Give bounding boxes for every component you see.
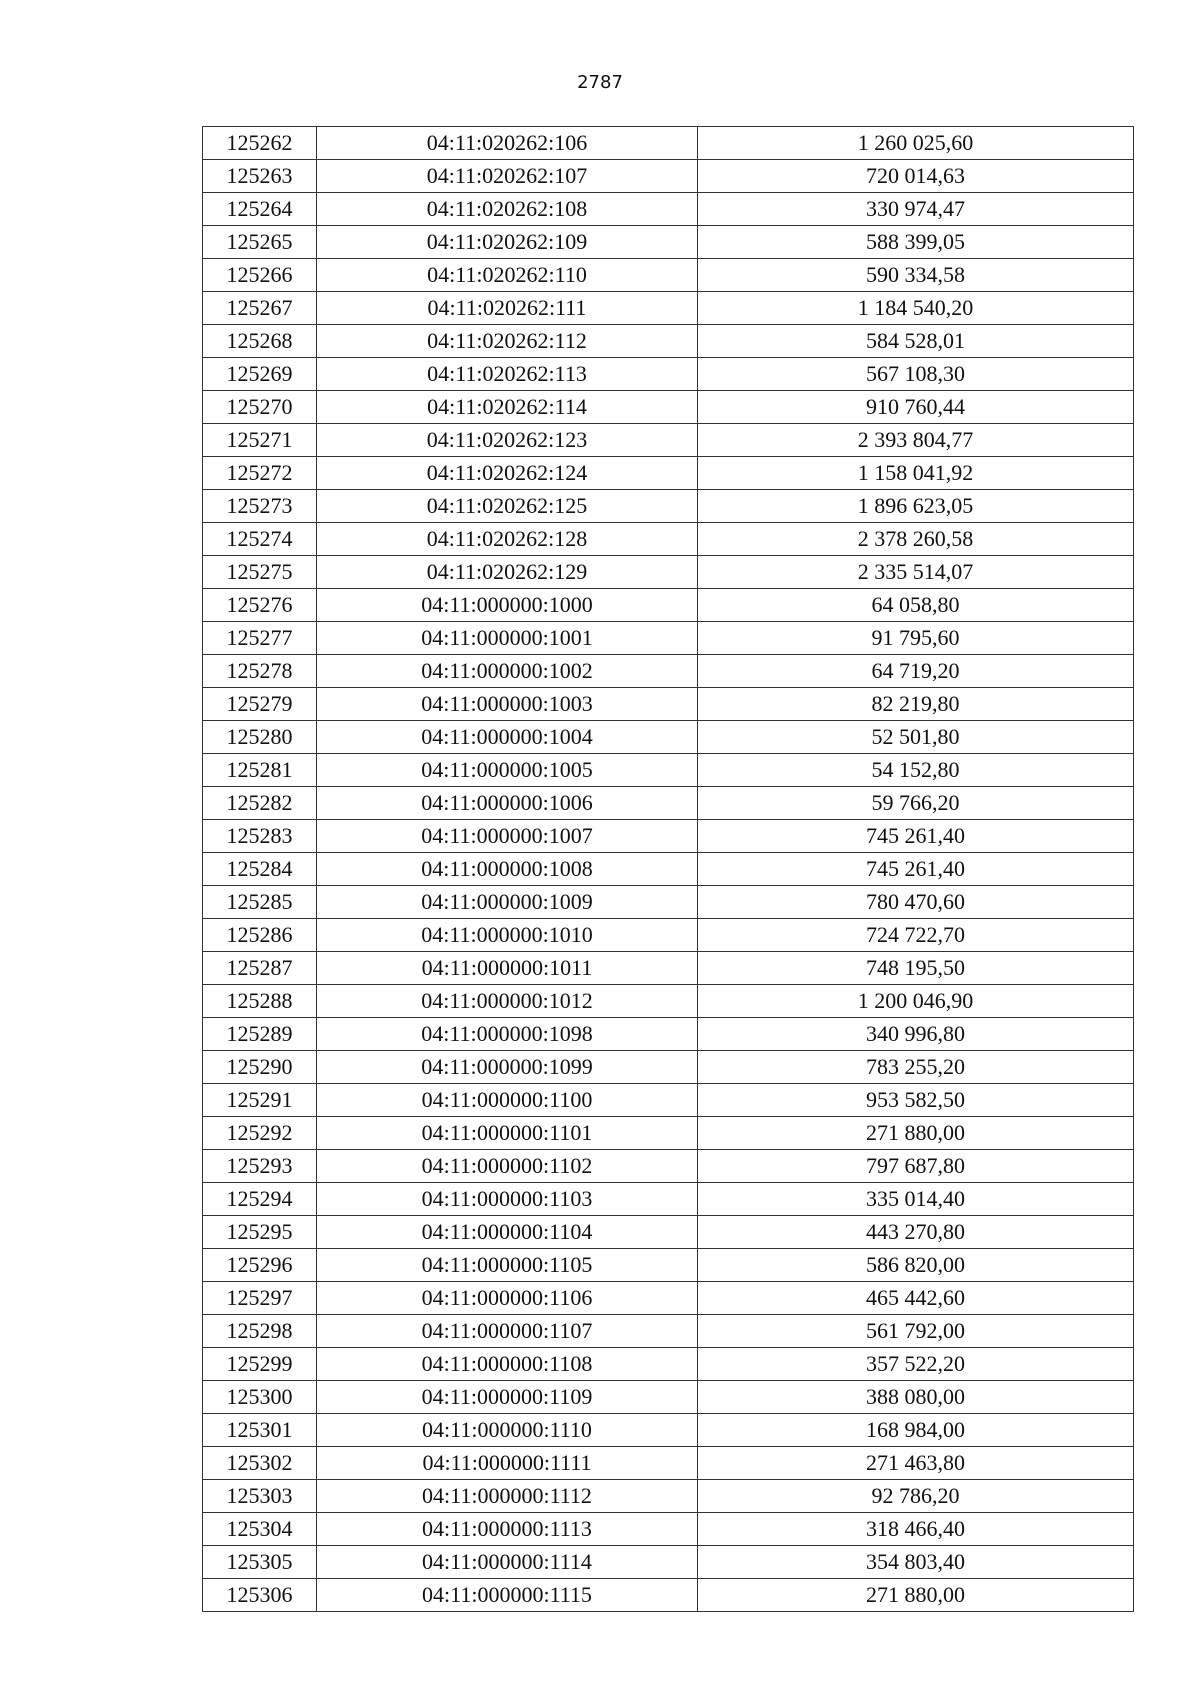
table-row <box>203 193 1134 226</box>
value-cell: 1 896 623,05 <box>698 490 1134 523</box>
registry-table <box>202 126 1134 1612</box>
table-row <box>203 820 1134 853</box>
row-number-cell: 125264 <box>203 193 317 226</box>
row-number-cell: 125300 <box>203 1381 317 1414</box>
value-cell: 52 501,80 <box>698 721 1134 754</box>
row-number-cell: 125278 <box>203 655 317 688</box>
row-number-cell: 125290 <box>203 1051 317 1084</box>
row-number-cell: 125291 <box>203 1084 317 1117</box>
cadastral-number-cell: 04:11:000000:1000 <box>317 589 698 622</box>
value-cell: 745 261,40 <box>698 820 1134 853</box>
value-cell: 783 255,20 <box>698 1051 1134 1084</box>
cadastral-number-cell: 04:11:020262:106 <box>317 127 698 160</box>
table-row <box>203 160 1134 193</box>
row-number-cell: 125263 <box>203 160 317 193</box>
row-number-cell: 125272 <box>203 457 317 490</box>
value-cell: 92 786,20 <box>698 1480 1134 1513</box>
row-number-cell: 125275 <box>203 556 317 589</box>
value-cell: 82 219,80 <box>698 688 1134 721</box>
cadastral-number-cell: 04:11:000000:1101 <box>317 1117 698 1150</box>
cadastral-number-cell: 04:11:000000:1105 <box>317 1249 698 1282</box>
row-number-cell: 125281 <box>203 754 317 787</box>
table-row <box>203 721 1134 754</box>
table-row <box>203 1018 1134 1051</box>
table-row <box>203 226 1134 259</box>
table-row <box>203 1579 1134 1612</box>
cadastral-number-cell: 04:11:000000:1007 <box>317 820 698 853</box>
table-row <box>203 1084 1134 1117</box>
table-row <box>203 787 1134 820</box>
table-row <box>203 853 1134 886</box>
cadastral-number-cell: 04:11:000000:1107 <box>317 1315 698 1348</box>
value-cell: 465 442,60 <box>698 1282 1134 1315</box>
row-number-cell: 125303 <box>203 1480 317 1513</box>
table-row <box>203 622 1134 655</box>
cadastral-number-cell: 04:11:020262:113 <box>317 358 698 391</box>
table-row <box>203 1447 1134 1480</box>
row-number-cell: 125262 <box>203 127 317 160</box>
row-number-cell: 125265 <box>203 226 317 259</box>
table-row <box>203 1150 1134 1183</box>
row-number-cell: 125301 <box>203 1414 317 1447</box>
table-row <box>203 490 1134 523</box>
value-cell: 588 399,05 <box>698 226 1134 259</box>
value-cell: 64 719,20 <box>698 655 1134 688</box>
table-row <box>203 1480 1134 1513</box>
table-row <box>203 358 1134 391</box>
row-number-cell: 125273 <box>203 490 317 523</box>
cadastral-number-cell: 04:11:000000:1010 <box>317 919 698 952</box>
table-row <box>203 1381 1134 1414</box>
value-cell: 357 522,20 <box>698 1348 1134 1381</box>
cadastral-number-cell: 04:11:000000:1106 <box>317 1282 698 1315</box>
table-row <box>203 886 1134 919</box>
table-row <box>203 1249 1134 1282</box>
value-cell: 2 393 804,77 <box>698 424 1134 457</box>
table-row <box>203 754 1134 787</box>
table-row <box>203 1513 1134 1546</box>
value-cell: 1 158 041,92 <box>698 457 1134 490</box>
cadastral-number-cell: 04:11:000000:1004 <box>317 721 698 754</box>
cadastral-number-cell: 04:11:000000:1102 <box>317 1150 698 1183</box>
table-row <box>203 391 1134 424</box>
value-cell: 748 195,50 <box>698 952 1134 985</box>
cadastral-number-cell: 04:11:000000:1104 <box>317 1216 698 1249</box>
cadastral-number-cell: 04:11:020262:111 <box>317 292 698 325</box>
row-number-cell: 125280 <box>203 721 317 754</box>
table-row <box>203 1348 1134 1381</box>
row-number-cell: 125285 <box>203 886 317 919</box>
table-row <box>203 523 1134 556</box>
value-cell: 910 760,44 <box>698 391 1134 424</box>
registry-table-body <box>203 127 1134 1612</box>
row-number-cell: 125284 <box>203 853 317 886</box>
cadastral-number-cell: 04:11:000000:1115 <box>317 1579 698 1612</box>
row-number-cell: 125293 <box>203 1150 317 1183</box>
cadastral-number-cell: 04:11:020262:109 <box>317 226 698 259</box>
value-cell: 584 528,01 <box>698 325 1134 358</box>
table-row <box>203 127 1134 160</box>
cadastral-number-cell: 04:11:000000:1110 <box>317 1414 698 1447</box>
table-row <box>203 985 1134 1018</box>
row-number-cell: 125299 <box>203 1348 317 1381</box>
cadastral-number-cell: 04:11:020262:128 <box>317 523 698 556</box>
value-cell: 443 270,80 <box>698 1216 1134 1249</box>
cadastral-number-cell: 04:11:000000:1114 <box>317 1546 698 1579</box>
value-cell: 91 795,60 <box>698 622 1134 655</box>
row-number-cell: 125292 <box>203 1117 317 1150</box>
table-row <box>203 325 1134 358</box>
value-cell: 1 260 025,60 <box>698 127 1134 160</box>
table-row <box>203 424 1134 457</box>
value-cell: 340 996,80 <box>698 1018 1134 1051</box>
row-number-cell: 125279 <box>203 688 317 721</box>
row-number-cell: 125304 <box>203 1513 317 1546</box>
cadastral-number-cell: 04:11:020262:114 <box>317 391 698 424</box>
row-number-cell: 125306 <box>203 1579 317 1612</box>
row-number-cell: 125283 <box>203 820 317 853</box>
value-cell: 797 687,80 <box>698 1150 1134 1183</box>
cadastral-number-cell: 04:11:020262:108 <box>317 193 698 226</box>
value-cell: 271 463,80 <box>698 1447 1134 1480</box>
cadastral-number-cell: 04:11:000000:1002 <box>317 655 698 688</box>
row-number-cell: 125297 <box>203 1282 317 1315</box>
value-cell: 586 820,00 <box>698 1249 1134 1282</box>
cadastral-number-cell: 04:11:000000:1009 <box>317 886 698 919</box>
cadastral-number-cell: 04:11:020262:124 <box>317 457 698 490</box>
row-number-cell: 125286 <box>203 919 317 952</box>
cadastral-number-cell: 04:11:000000:1100 <box>317 1084 698 1117</box>
value-cell: 953 582,50 <box>698 1084 1134 1117</box>
cadastral-number-cell: 04:11:020262:125 <box>317 490 698 523</box>
value-cell: 354 803,40 <box>698 1546 1134 1579</box>
cadastral-number-cell: 04:11:000000:1003 <box>317 688 698 721</box>
cadastral-number-cell: 04:11:000000:1113 <box>317 1513 698 1546</box>
row-number-cell: 125294 <box>203 1183 317 1216</box>
value-cell: 724 722,70 <box>698 919 1134 952</box>
value-cell: 567 108,30 <box>698 358 1134 391</box>
row-number-cell: 125267 <box>203 292 317 325</box>
cadastral-number-cell: 04:11:020262:112 <box>317 325 698 358</box>
value-cell: 561 792,00 <box>698 1315 1134 1348</box>
table-row <box>203 655 1134 688</box>
page-number: 2787 <box>577 72 623 93</box>
table-row <box>203 1414 1134 1447</box>
cadastral-number-cell: 04:11:000000:1012 <box>317 985 698 1018</box>
value-cell: 335 014,40 <box>698 1183 1134 1216</box>
table-row <box>203 1546 1134 1579</box>
value-cell: 168 984,00 <box>698 1414 1134 1447</box>
table-row <box>203 292 1134 325</box>
value-cell: 330 974,47 <box>698 193 1134 226</box>
row-number-cell: 125289 <box>203 1018 317 1051</box>
cadastral-number-cell: 04:11:000000:1109 <box>317 1381 698 1414</box>
value-cell: 388 080,00 <box>698 1381 1134 1414</box>
cadastral-number-cell: 04:11:000000:1008 <box>317 853 698 886</box>
row-number-cell: 125268 <box>203 325 317 358</box>
table-row <box>203 688 1134 721</box>
table-row <box>203 952 1134 985</box>
table-row <box>203 259 1134 292</box>
value-cell: 590 334,58 <box>698 259 1134 292</box>
cadastral-number-cell: 04:11:000000:1099 <box>317 1051 698 1084</box>
table-row <box>203 1216 1134 1249</box>
row-number-cell: 125287 <box>203 952 317 985</box>
cadastral-number-cell: 04:11:000000:1108 <box>317 1348 698 1381</box>
table-row <box>203 1282 1134 1315</box>
cadastral-number-cell: 04:11:020262:129 <box>317 556 698 589</box>
value-cell: 271 880,00 <box>698 1117 1134 1150</box>
row-number-cell: 125276 <box>203 589 317 622</box>
cadastral-number-cell: 04:11:020262:107 <box>317 160 698 193</box>
value-cell: 780 470,60 <box>698 886 1134 919</box>
value-cell: 720 014,63 <box>698 160 1134 193</box>
table-row <box>203 1315 1134 1348</box>
table-row <box>203 1051 1134 1084</box>
value-cell: 2 335 514,07 <box>698 556 1134 589</box>
value-cell: 745 261,40 <box>698 853 1134 886</box>
value-cell: 318 466,40 <box>698 1513 1134 1546</box>
value-cell: 64 058,80 <box>698 589 1134 622</box>
value-cell: 2 378 260,58 <box>698 523 1134 556</box>
row-number-cell: 125282 <box>203 787 317 820</box>
table-row <box>203 1117 1134 1150</box>
table-row <box>203 589 1134 622</box>
row-number-cell: 125271 <box>203 424 317 457</box>
cadastral-number-cell: 04:11:000000:1112 <box>317 1480 698 1513</box>
row-number-cell: 125288 <box>203 985 317 1018</box>
row-number-cell: 125269 <box>203 358 317 391</box>
row-number-cell: 125274 <box>203 523 317 556</box>
table-row <box>203 556 1134 589</box>
cadastral-number-cell: 04:11:000000:1111 <box>317 1447 698 1480</box>
table-row <box>203 919 1134 952</box>
cadastral-number-cell: 04:11:000000:1011 <box>317 952 698 985</box>
value-cell: 1 200 046,90 <box>698 985 1134 1018</box>
value-cell: 1 184 540,20 <box>698 292 1134 325</box>
cadastral-number-cell: 04:11:000000:1006 <box>317 787 698 820</box>
cadastral-number-cell: 04:11:000000:1098 <box>317 1018 698 1051</box>
row-number-cell: 125298 <box>203 1315 317 1348</box>
cadastral-number-cell: 04:11:020262:110 <box>317 259 698 292</box>
value-cell: 59 766,20 <box>698 787 1134 820</box>
row-number-cell: 125305 <box>203 1546 317 1579</box>
cadastral-number-cell: 04:11:020262:123 <box>317 424 698 457</box>
value-cell: 54 152,80 <box>698 754 1134 787</box>
cadastral-number-cell: 04:11:000000:1005 <box>317 754 698 787</box>
row-number-cell: 125302 <box>203 1447 317 1480</box>
row-number-cell: 125277 <box>203 622 317 655</box>
row-number-cell: 125295 <box>203 1216 317 1249</box>
table-row <box>203 1183 1134 1216</box>
value-cell: 271 880,00 <box>698 1579 1134 1612</box>
table-row <box>203 457 1134 490</box>
cadastral-number-cell: 04:11:000000:1001 <box>317 622 698 655</box>
row-number-cell: 125270 <box>203 391 317 424</box>
row-number-cell: 125266 <box>203 259 317 292</box>
cadastral-number-cell: 04:11:000000:1103 <box>317 1183 698 1216</box>
row-number-cell: 125296 <box>203 1249 317 1282</box>
